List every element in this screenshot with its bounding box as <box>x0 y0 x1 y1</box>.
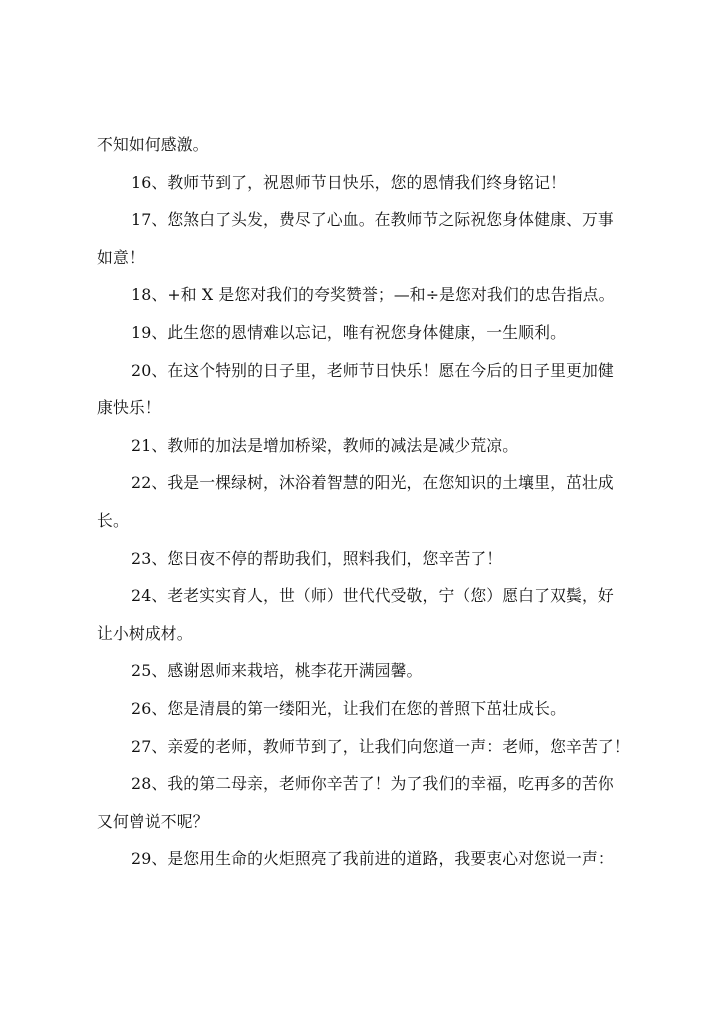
text-line: 27、亲爱的老师，教师节到了，让我们向您道一声：老师，您辛苦了！ <box>131 736 630 756</box>
text-line: 20、在这个特别的日子里，老师节日快乐！愿在今后的日子里更加健 <box>131 360 614 380</box>
text-line: 不知如何感激。 <box>97 135 209 154</box>
text-line: 22、我是一棵绿树，沐浴着智慧的阳光，在您知识的土壤里，茁壮成 <box>131 473 614 493</box>
text-line: 17、您煞白了头发，费尽了心血。在教师节之际祝您身体健康、万事 <box>131 210 614 230</box>
text-line: 21、教师的加法是增加桥梁，教师的减法是减少荒凉。 <box>131 435 519 455</box>
text-line: 康快乐！ <box>97 398 161 418</box>
document-body <box>97 134 637 886</box>
text-line: 25、感谢恩师来栽培，桃李花开满园馨。 <box>131 661 423 681</box>
text-line: 让小树成材。 <box>97 623 193 643</box>
text-line: 长。 <box>97 510 129 530</box>
text-line: 23、您日夜不停的帮助我们，照料我们，您辛苦了！ <box>131 548 503 568</box>
text-line: 26、您是清晨的第一缕阳光，让我们在您的普照下茁壮成长。 <box>131 698 567 718</box>
text-line: 16、教师节到了，祝恩师节日快乐，您的恩情我们终身铭记！ <box>131 172 567 192</box>
text-line: 28、我的第二母亲，老师你辛苦了！为了我们的幸福，吃再多的苦你 <box>131 774 614 794</box>
text-line: 24、老老实实育人，世（师）世代代受敬，宁（您）愿白了双鬓，好 <box>131 586 614 606</box>
text-line: 29、是您用生命的火炬照亮了我前进的道路，我要衷心对您说一声： <box>131 849 614 869</box>
text-line: 如意！ <box>97 247 145 267</box>
text-line: 又何曾说不呢？ <box>97 811 209 831</box>
text-line: 19、此生您的恩情难以忘记，唯有祝您身体健康，一生顺利。 <box>131 322 567 342</box>
text-line: 18、+和 X 是您对我们的夸奖赞誉；—和÷是您对我们的忠告指点。 <box>131 285 615 305</box>
